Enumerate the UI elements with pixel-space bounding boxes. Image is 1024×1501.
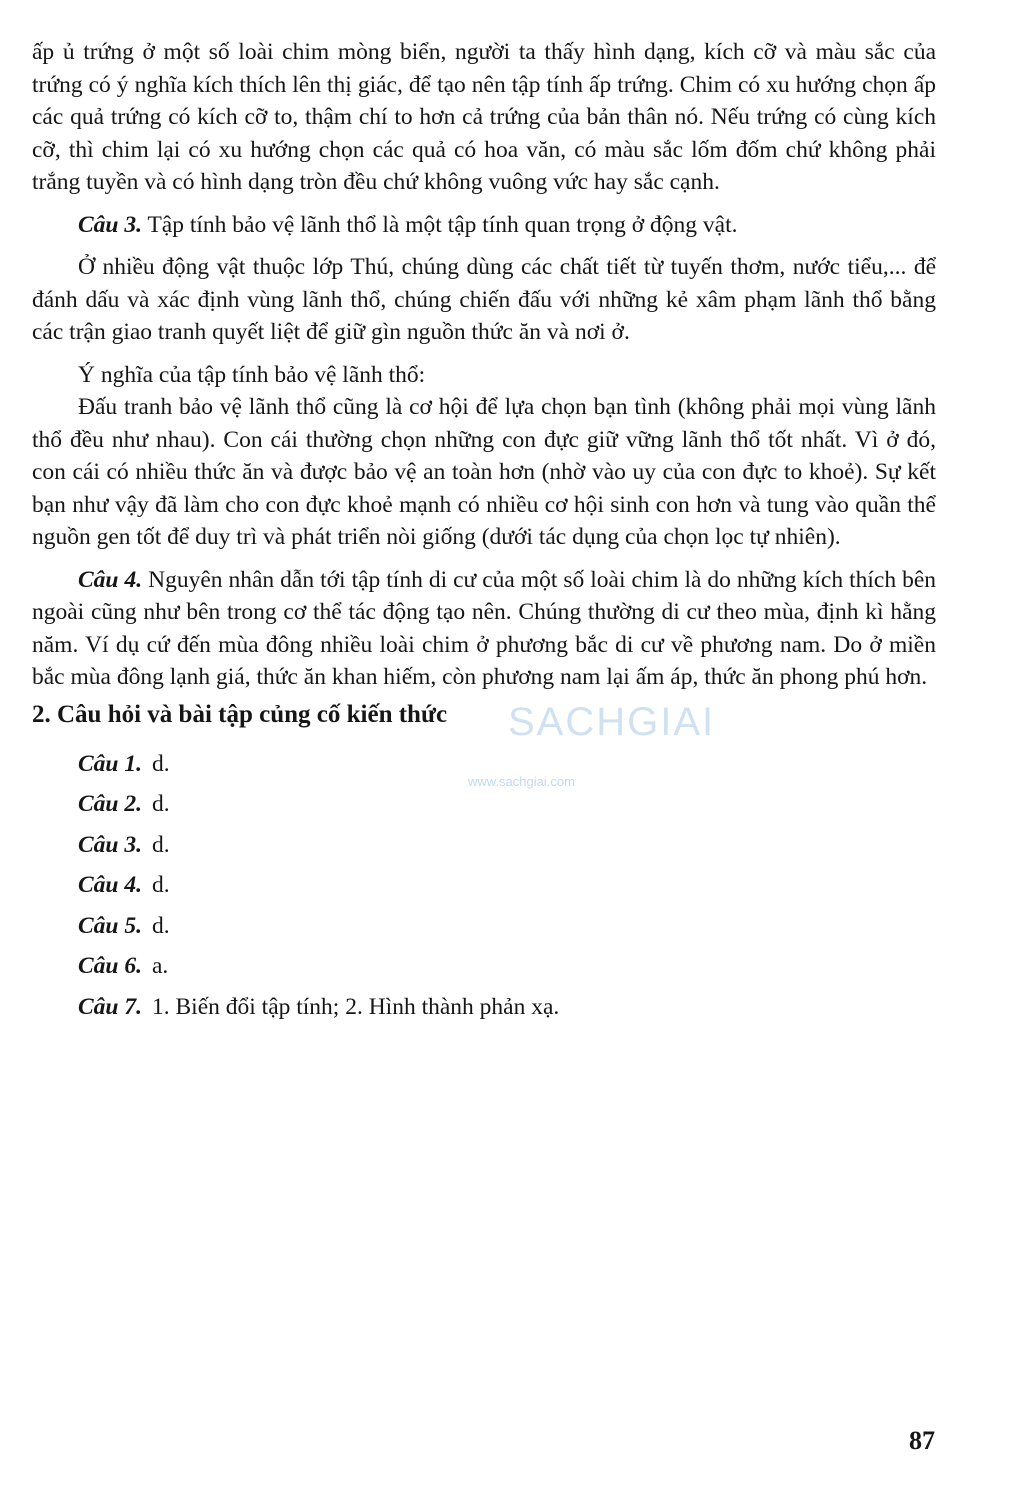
cau4-paragraph: [32, 564, 936, 694]
answer-value: d.: [152, 791, 170, 817]
answer-item: [78, 906, 936, 947]
cau4-text: Nguyên nhân dẫn tới tập tính di cư của một số loài chim là do những kích thích bên ngoài cũng như bên trong cơ thể tác động tạo nên. Chúng thường di cư theo mùa, định kì hằng năm. Ví dụ cứ đến mùa đông nhiều loài chim ở phương bắc di cư về phương nam. Do ở miền bắc mùa đông lạnh giá, thức ăn khan hiếm, còn phương nam lại ấm áp, thức ăn phong phú hơn.: [32, 566, 937, 690]
answer-value: a.: [152, 953, 169, 979]
cau3-label: Câu 3.: [78, 211, 142, 238]
answer-item: [78, 825, 936, 866]
answer-item: [78, 946, 936, 987]
answer-item: [78, 987, 936, 1028]
section-2-heading: 2. Câu hỏi và bài tập củng cố kiến thức: [32, 700, 448, 728]
answer-item: [78, 744, 936, 785]
cau3-text: Tập tính bảo vệ lãnh thổ là một tập tính quan trọng ở động vật.: [147, 211, 738, 238]
answer-label: Câu 6.: [78, 953, 142, 979]
cau4-label: Câu 4.: [78, 566, 143, 593]
answer-value: d.: [152, 912, 170, 939]
answer-value: 1. Biến đổi tập tính; 2. Hình thành phản xạ.: [152, 993, 560, 1020]
answer-item: [78, 865, 936, 906]
answer-label: Câu 2.: [78, 791, 142, 817]
answer-label: Câu 4.: [78, 872, 142, 898]
cau3-body-1: Ở nhiều động vật thuộc lớp Thú, chúng dùng các chất tiết từ tuyến thơm, nước tiểu,... để đánh dấu và xác định vùng lãnh thổ, chúng chiến đấu với những kẻ xâm phạm lãnh thổ bằng các trận giao tranh quyết liệt để giữ gìn nguồn thức ăn và nơi ở.: [32, 254, 936, 345]
answer-value: d.: [152, 831, 170, 858]
cau3-paragraph: [32, 209, 936, 242]
answer-label: Câu 5.: [78, 912, 142, 939]
cau3-body-3: Đấu tranh bảo vệ lãnh thổ cũng là cơ hội để lựa chọn bạn tình (không phải mọi vùng lãnh thổ đều như nhau). Con cái thường chọn những con đực giữ vững lãnh thổ tốt nhất. Vì ở đó, con cái có nhiều thức ăn và được bảo vệ an toàn hơn (nhờ vào uy của con đực to khoẻ). Sự kết bạn như vậy đã làm cho con đực khoẻ mạnh có nhiều cơ hội sinh con hơn và tung vào quần thể nguồn gen tốt để duy trì và phát triển nòi giống (dưới tác dụng của chọn lọc tự nhiên).: [32, 394, 936, 550]
page-number: 87: [909, 1426, 935, 1455]
document-page: [32, 36, 936, 1027]
intro-paragraph: ấp ủ trứng ở một số loài chim mòng biển, người ta thấy hình dạng, kích cỡ và màu sắc của trứng có ý nghĩa kích thích lên thị giác, để tạo nên tập tính ấp trứng. Chim có xu hướng chọn ấp các quả trứng có kích cỡ to, thậm chí to hơn cả trứng của bản thân nó. Nếu trứng có cùng kích cỡ, thì chim lại có xu hướng chọn các quả có hoa văn, có màu sắc lốm đốm chứ không phải trắng tuyền và có hình dạng tròn đều chứ không vuông vức hay sắc cạnh.: [32, 39, 936, 195]
answer-label: Câu 7.: [78, 993, 142, 1020]
answer-label: Câu 3.: [78, 831, 142, 858]
watermark-logo: SACHGIAI: [508, 700, 716, 744]
answer-value: d.: [152, 872, 170, 898]
cau3-body-2: Ý nghĩa của tập tính bảo vệ lãnh thổ:: [78, 361, 426, 388]
answer-list: [32, 744, 936, 1028]
watermark-url: www.sachgiai.com: [468, 774, 575, 789]
answer-value: d.: [152, 750, 170, 777]
answer-item: [78, 784, 936, 825]
answer-label: Câu 1.: [78, 750, 142, 777]
